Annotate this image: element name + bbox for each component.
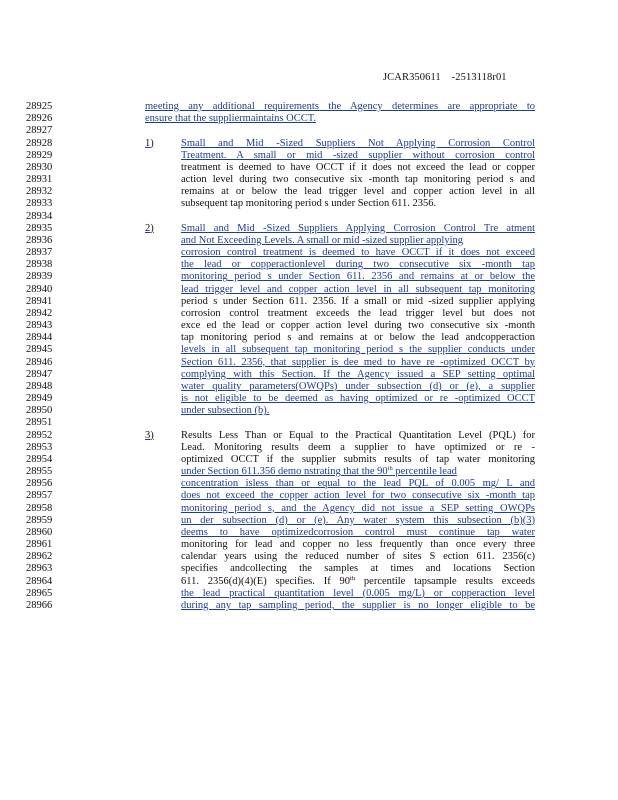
text-line-content: during any tap sampling period, the supplier is no longer eligible to be — [181, 599, 535, 611]
text-line-content: Section 611. 2356, that supplier is dee med to have re -optimized OCCT by — [181, 356, 535, 368]
line-number: 28931 — [26, 174, 53, 186]
text-line-content: period s under Section 611. 2356. If a small or mid -sized supplier applying — [181, 295, 535, 307]
text-line — [181, 247, 535, 259]
text-line — [181, 393, 535, 405]
text-line — [181, 332, 535, 344]
line-number: 28956 — [26, 478, 53, 490]
text-line-content: remains at or below the lead trigger level and copper action level in all — [181, 186, 535, 198]
text-line-content: monitoring period s, and the Agency did not issue a SEP setting OWQPs — [181, 502, 535, 514]
line-number: 28938 — [26, 259, 53, 271]
text-line — [145, 113, 535, 125]
text-line-content: corrosion control treatment is deemed to have OCCT if it does not exceed — [181, 247, 535, 259]
text-line — [181, 442, 535, 454]
line-number: 28951 — [26, 417, 53, 429]
text-line-content: meeting any additional requirements the Agency determines are appropriate to — [145, 101, 535, 112]
text-line — [181, 503, 535, 515]
line-number: 28962 — [26, 551, 53, 563]
text-line-content: the lead practical quantitation level (0.005 mg/L) or copperaction level — [181, 587, 535, 599]
line-number: 28955 — [26, 466, 53, 478]
text-line — [181, 150, 535, 162]
line-number: 28932 — [26, 186, 53, 198]
list-marker: 1) — [145, 137, 154, 149]
text-line — [181, 259, 535, 271]
text-line — [181, 357, 535, 369]
text-line — [181, 588, 535, 600]
text-line-content: and Not Exceeding Levels. A small or mid -sized supplier applying — [181, 234, 463, 246]
text-line-content: specifies andcollecting the samples at times and locations Section — [181, 563, 535, 575]
text-line-content: water quality parameters(OWQPs) under subsection (d) or (e), a supplier — [181, 380, 535, 392]
text-line — [181, 223, 535, 235]
text-line — [181, 405, 535, 417]
text-line — [145, 101, 535, 113]
text-line-content: subsequent tap monitoring period s under Section 611. 2356. — [181, 198, 437, 210]
line-number: 28959 — [26, 514, 53, 526]
text-line-content: Small and Mid -Sized Suppliers Applying Corrosion Control Tre atment — [181, 222, 535, 234]
line-number: 28927 — [26, 125, 53, 137]
line-number: 28949 — [26, 393, 53, 405]
line-number: 28954 — [26, 453, 53, 465]
line-number: 28934 — [26, 210, 53, 222]
text-line — [181, 308, 535, 320]
text-line — [181, 430, 535, 442]
text-line — [181, 198, 535, 210]
text-line-content: the lead or copperactionlevel during two consecutive six -month tap — [181, 259, 535, 271]
line-number: 28953 — [26, 441, 53, 453]
line-number: 28935 — [26, 222, 53, 234]
text-line — [181, 466, 535, 478]
text-line — [181, 576, 535, 588]
text-line — [181, 381, 535, 393]
text-line — [181, 551, 535, 563]
text-line — [181, 515, 535, 527]
text-line-content: levels in all subsequent tap monitoring period s the supplier conducts under — [181, 344, 535, 356]
text-line-content: under Section 611.356 demo nstrating that the 90th percentile lead — [181, 466, 457, 478]
text-line-content: exce ed the lead or copper action level during two consecutive six -month — [181, 320, 535, 332]
text-line — [181, 563, 535, 575]
text-line-content: Treatment. A small or mid -sized supplier without corrosion control — [181, 149, 535, 161]
text-line-content: concentration isless than or equal to the lead PQL of 0.005 mg/ L and — [181, 478, 535, 490]
text-line — [181, 271, 535, 283]
line-number: 28946 — [26, 356, 53, 368]
line-number: 28943 — [26, 320, 53, 332]
document-header-code: JCAR350611 -2513118r01 — [383, 72, 507, 83]
line-number: 28928 — [26, 137, 53, 149]
line-number: 28963 — [26, 563, 53, 575]
text-line — [181, 162, 535, 174]
superscript: th — [387, 466, 393, 473]
text-line-content: action level during two consecutive six -month tap monitoring period s and — [181, 174, 535, 186]
text-line-content: monitoring for lead and copper no less frequently than once every three — [181, 539, 535, 551]
text-line-content: calendar years using the reduced number of sites S ection 611. 2356(c) — [181, 551, 535, 563]
text-line — [181, 490, 535, 502]
line-number: 28960 — [26, 526, 53, 538]
text-line — [181, 235, 535, 247]
text-line-content: ensure that the suppliermaintains OCCT. — [145, 113, 316, 125]
line-number: 28965 — [26, 587, 53, 599]
text-line — [181, 186, 535, 198]
text-line-content: Results Less Than or Equal to the Practical Quantitation Level (PQL) for — [181, 429, 535, 441]
line-number: 28948 — [26, 380, 53, 392]
text-line-content: monitoring period s under Section 611. 2356 and remains at or below the — [181, 271, 535, 283]
line-number: 28936 — [26, 234, 53, 246]
line-number: 28952 — [26, 429, 53, 441]
text-line — [181, 539, 535, 551]
text-line — [181, 138, 535, 150]
text-line — [181, 369, 535, 381]
text-line-content: corrosion control treatment exceeds the lead trigger level but does not — [181, 307, 535, 319]
text-line-content: lead trigger level and copper action level in all subsequent tap monitoring — [181, 283, 535, 295]
text-line-content: deems to have optimizedcorrosion control must continue tap water — [181, 526, 535, 538]
text-line-content: under subsection (b). — [181, 405, 270, 417]
line-number: 28966 — [26, 599, 53, 611]
text-line-content: optimized OCCT if the supplier submits results of tap water monitoring — [181, 453, 535, 465]
line-number: 28930 — [26, 161, 53, 173]
line-number: 28947 — [26, 368, 53, 380]
text-line-content: Lead. Monitoring results deem a supplier to have optimized or re - — [181, 441, 535, 453]
text-line — [181, 284, 535, 296]
line-number: 28957 — [26, 490, 53, 502]
superscript: th — [350, 575, 356, 582]
text-line — [181, 527, 535, 539]
line-number: 28958 — [26, 502, 53, 514]
line-number: 28941 — [26, 295, 53, 307]
text-line — [181, 600, 535, 612]
line-number: 28939 — [26, 271, 53, 283]
line-number: 28929 — [26, 149, 53, 161]
line-number: 28961 — [26, 539, 53, 551]
text-line-content: Small and Mid -Sized Suppliers Not Applying Corrosion Control — [181, 137, 535, 149]
text-line — [181, 320, 535, 332]
line-number: 28926 — [26, 113, 53, 125]
text-line-content: complying with this Section. If the Agency issued a SEP setting optimal — [181, 368, 535, 380]
line-number: 28950 — [26, 405, 53, 417]
text-line-content: un der subsection (d) or (e). Any water system this subsection (b)(3) — [181, 514, 535, 526]
line-number: 28964 — [26, 575, 53, 587]
text-line-content: treatment is deemed to have OCCT if it does not exceed the lead or copper — [181, 161, 535, 173]
line-number: 28940 — [26, 283, 53, 295]
line-number: 28925 — [26, 101, 53, 112]
line-number: 28945 — [26, 344, 53, 356]
list-marker: 3) — [145, 429, 154, 441]
line-number: 28942 — [26, 307, 53, 319]
text-line — [181, 454, 535, 466]
text-line — [181, 174, 535, 186]
text-line-content: tap monitoring period s and remains at or below the lead andcopperaction — [181, 332, 535, 344]
text-line — [181, 344, 535, 356]
text-line — [181, 296, 535, 308]
text-line-content: 611. 2356(d)(4)(E) specifies. If 90th percentile tapsample results exceeds — [181, 575, 535, 587]
line-number: 28933 — [26, 198, 53, 210]
line-number: 28944 — [26, 332, 53, 344]
list-marker: 2) — [145, 222, 154, 234]
line-number: 28937 — [26, 247, 53, 259]
text-line-content: is not eligible to be deemed as having optimized or re -optimized OCCT — [181, 393, 535, 405]
text-line-content: does not exceed the copper action level for two consecutive six -month tap — [181, 490, 535, 502]
text-line — [181, 478, 535, 490]
